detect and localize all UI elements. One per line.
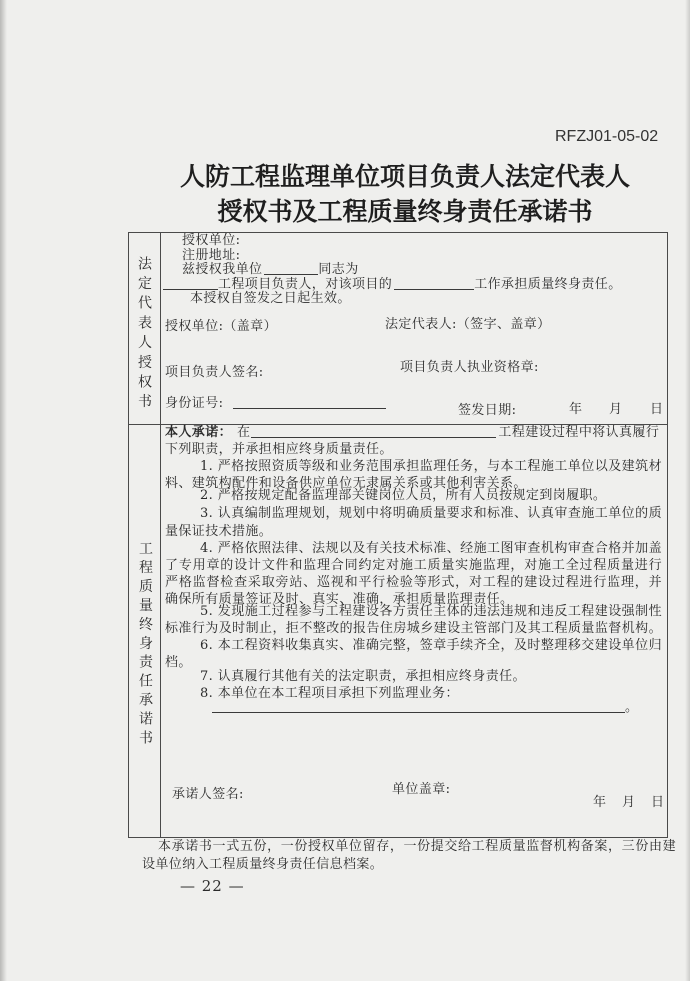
business-scope-end: 。 bbox=[625, 700, 639, 715]
footnote-line-2: 设单位纳入工程质量终身责任信息档案。 bbox=[142, 857, 384, 872]
project-name-blank bbox=[163, 277, 218, 290]
commitment-item-4-line-1: 4. 严格依照法律、法规以及有关技术标准、经施工图审查机构审查合格并加盖 bbox=[200, 541, 662, 556]
id-number-blank bbox=[233, 396, 386, 409]
footnote-line-1: 本承诺书一式五份，一份授权单位留存，一份提交给工程质量监督机构备案，三份由建 bbox=[158, 839, 676, 854]
legal-representative-label: 法定代表人:（签字、盖章） bbox=[385, 317, 551, 332]
leader-qualification-seal-label: 项目负责人执业资格章: bbox=[400, 360, 539, 375]
authorizing-unit-seal-label: 授权单位:（盖章） bbox=[165, 319, 277, 334]
project-leader-signature-label: 项目负责人签名: bbox=[165, 365, 264, 380]
commitment-intro-tail: 工程建设过程中将认真履行 bbox=[498, 425, 660, 440]
scan-edge-left bbox=[0, 0, 7, 981]
project-leader-text: 工程项目负责人，对该项目的 bbox=[218, 277, 393, 292]
grant-prefix: 兹授权我单位 bbox=[182, 262, 263, 277]
commitment-date-day: 日 bbox=[651, 795, 665, 810]
business-scope-line bbox=[212, 700, 638, 716]
commitment-intro-label: 本人承诺： bbox=[165, 425, 233, 440]
commitment-intro-line-2: 下列职责，并承担相应终身质量责任。 bbox=[165, 442, 393, 457]
issue-date-day: 日 bbox=[650, 402, 664, 417]
work-scope-blank bbox=[394, 277, 474, 290]
business-scope-blank bbox=[212, 700, 625, 713]
commitment-intro-at: 在 bbox=[237, 425, 251, 440]
commitment-item-2-line-1: 2. 严格按规定配备监理部关键岗位人员，所有人员按规定到岗履职。 bbox=[200, 488, 607, 503]
id-number-label: 身份证号: bbox=[165, 396, 224, 411]
commitment-item-4-line-3: 严格监督检查采取旁站、巡视和平行检验等形式，对工程的建设过程进行监理，并 bbox=[165, 575, 662, 590]
commitment-item-5-line-1: 5. 发现施工过程参与工程建设各方责任主体的违法违规和违反工程建设强制性 bbox=[200, 604, 662, 619]
commitment-item-4-line-4: 确保所有质量签证及时、真实、准确，承担质量监理责任。 bbox=[165, 592, 514, 607]
designee-name-blank bbox=[264, 262, 318, 275]
grant-suffix: 同志为 bbox=[318, 262, 359, 277]
document-title-line-1: 人防工程监理单位项目负责人法定代表人 bbox=[179, 162, 630, 191]
authorizing-unit-label: 授权单位: bbox=[182, 233, 241, 248]
commitment-item-3-line-2: 量保证技术措施。 bbox=[165, 524, 273, 539]
commitment-item-6-line-2: 档。 bbox=[165, 655, 192, 670]
label-column-divider bbox=[160, 232, 161, 838]
issue-date-year: 年 bbox=[569, 402, 583, 417]
registered-address-label: 注册地址: bbox=[182, 248, 241, 263]
commitment-intro-line bbox=[165, 425, 659, 441]
commitment-item-5-line-2: 标准行为及时制止，拒不整改的报告住房城乡建设主管部门及其工程质量监督机构。 bbox=[165, 621, 662, 636]
scan-edge-right bbox=[685, 0, 690, 981]
commitment-item-8-line-1: 8. 本单位在本工程项目承担下列监理业务： bbox=[200, 686, 459, 701]
document-code: RFZJ01-05-02 bbox=[555, 128, 659, 145]
page-number: — 22 — bbox=[180, 877, 245, 895]
id-number-line bbox=[165, 396, 386, 412]
responsibility-text: 工作承担质量终身责任。 bbox=[474, 277, 622, 292]
authorization-section-label: 法定代表人授权书 bbox=[136, 256, 152, 414]
commitment-item-1-line-2: 料、建筑构配件和设备供应单位无隶属关系或其他利害关系。 bbox=[165, 476, 527, 491]
commitment-section-label: 工程质量终身责任承诺书 bbox=[137, 541, 153, 749]
document-title-line-2: 授权书及工程质量终身责任承诺书 bbox=[217, 197, 593, 226]
issue-date-month: 月 bbox=[609, 402, 623, 417]
grant-line bbox=[182, 262, 359, 278]
commitment-item-7-line-1: 7. 认真履行其他有关的法定职责，承担相应终身责任。 bbox=[200, 669, 526, 684]
effective-statement: 本授权自签发之日起生效。 bbox=[190, 291, 351, 306]
signer-label: 承诺人签名: bbox=[172, 787, 244, 802]
commitment-item-6-line-1: 6. 本工程资料收集真实、准确完整，签章手续齐全，及时整理移交建设单位归 bbox=[200, 638, 662, 653]
project-name-blank-2 bbox=[251, 425, 496, 438]
commitment-item-1-line-1: 1. 严格按照资质等级和业务范围承担监理任务，与本工程施工单位以及建筑材 bbox=[200, 459, 662, 474]
commitment-date-month: 月 bbox=[622, 795, 636, 810]
commitment-item-4-line-2: 了专用章的设计文件和监理合同约定对施工质量实施监理，对施工全过程质量进行 bbox=[165, 558, 662, 573]
commitment-date-year: 年 bbox=[593, 795, 607, 810]
commitment-item-3-line-1: 3. 认真编制监理规划，规划中将明确质量要求和标准、认真审查施工单位的质 bbox=[200, 506, 662, 521]
unit-seal-label: 单位盖章: bbox=[392, 782, 451, 797]
issue-date-label: 签发日期: bbox=[458, 403, 517, 418]
